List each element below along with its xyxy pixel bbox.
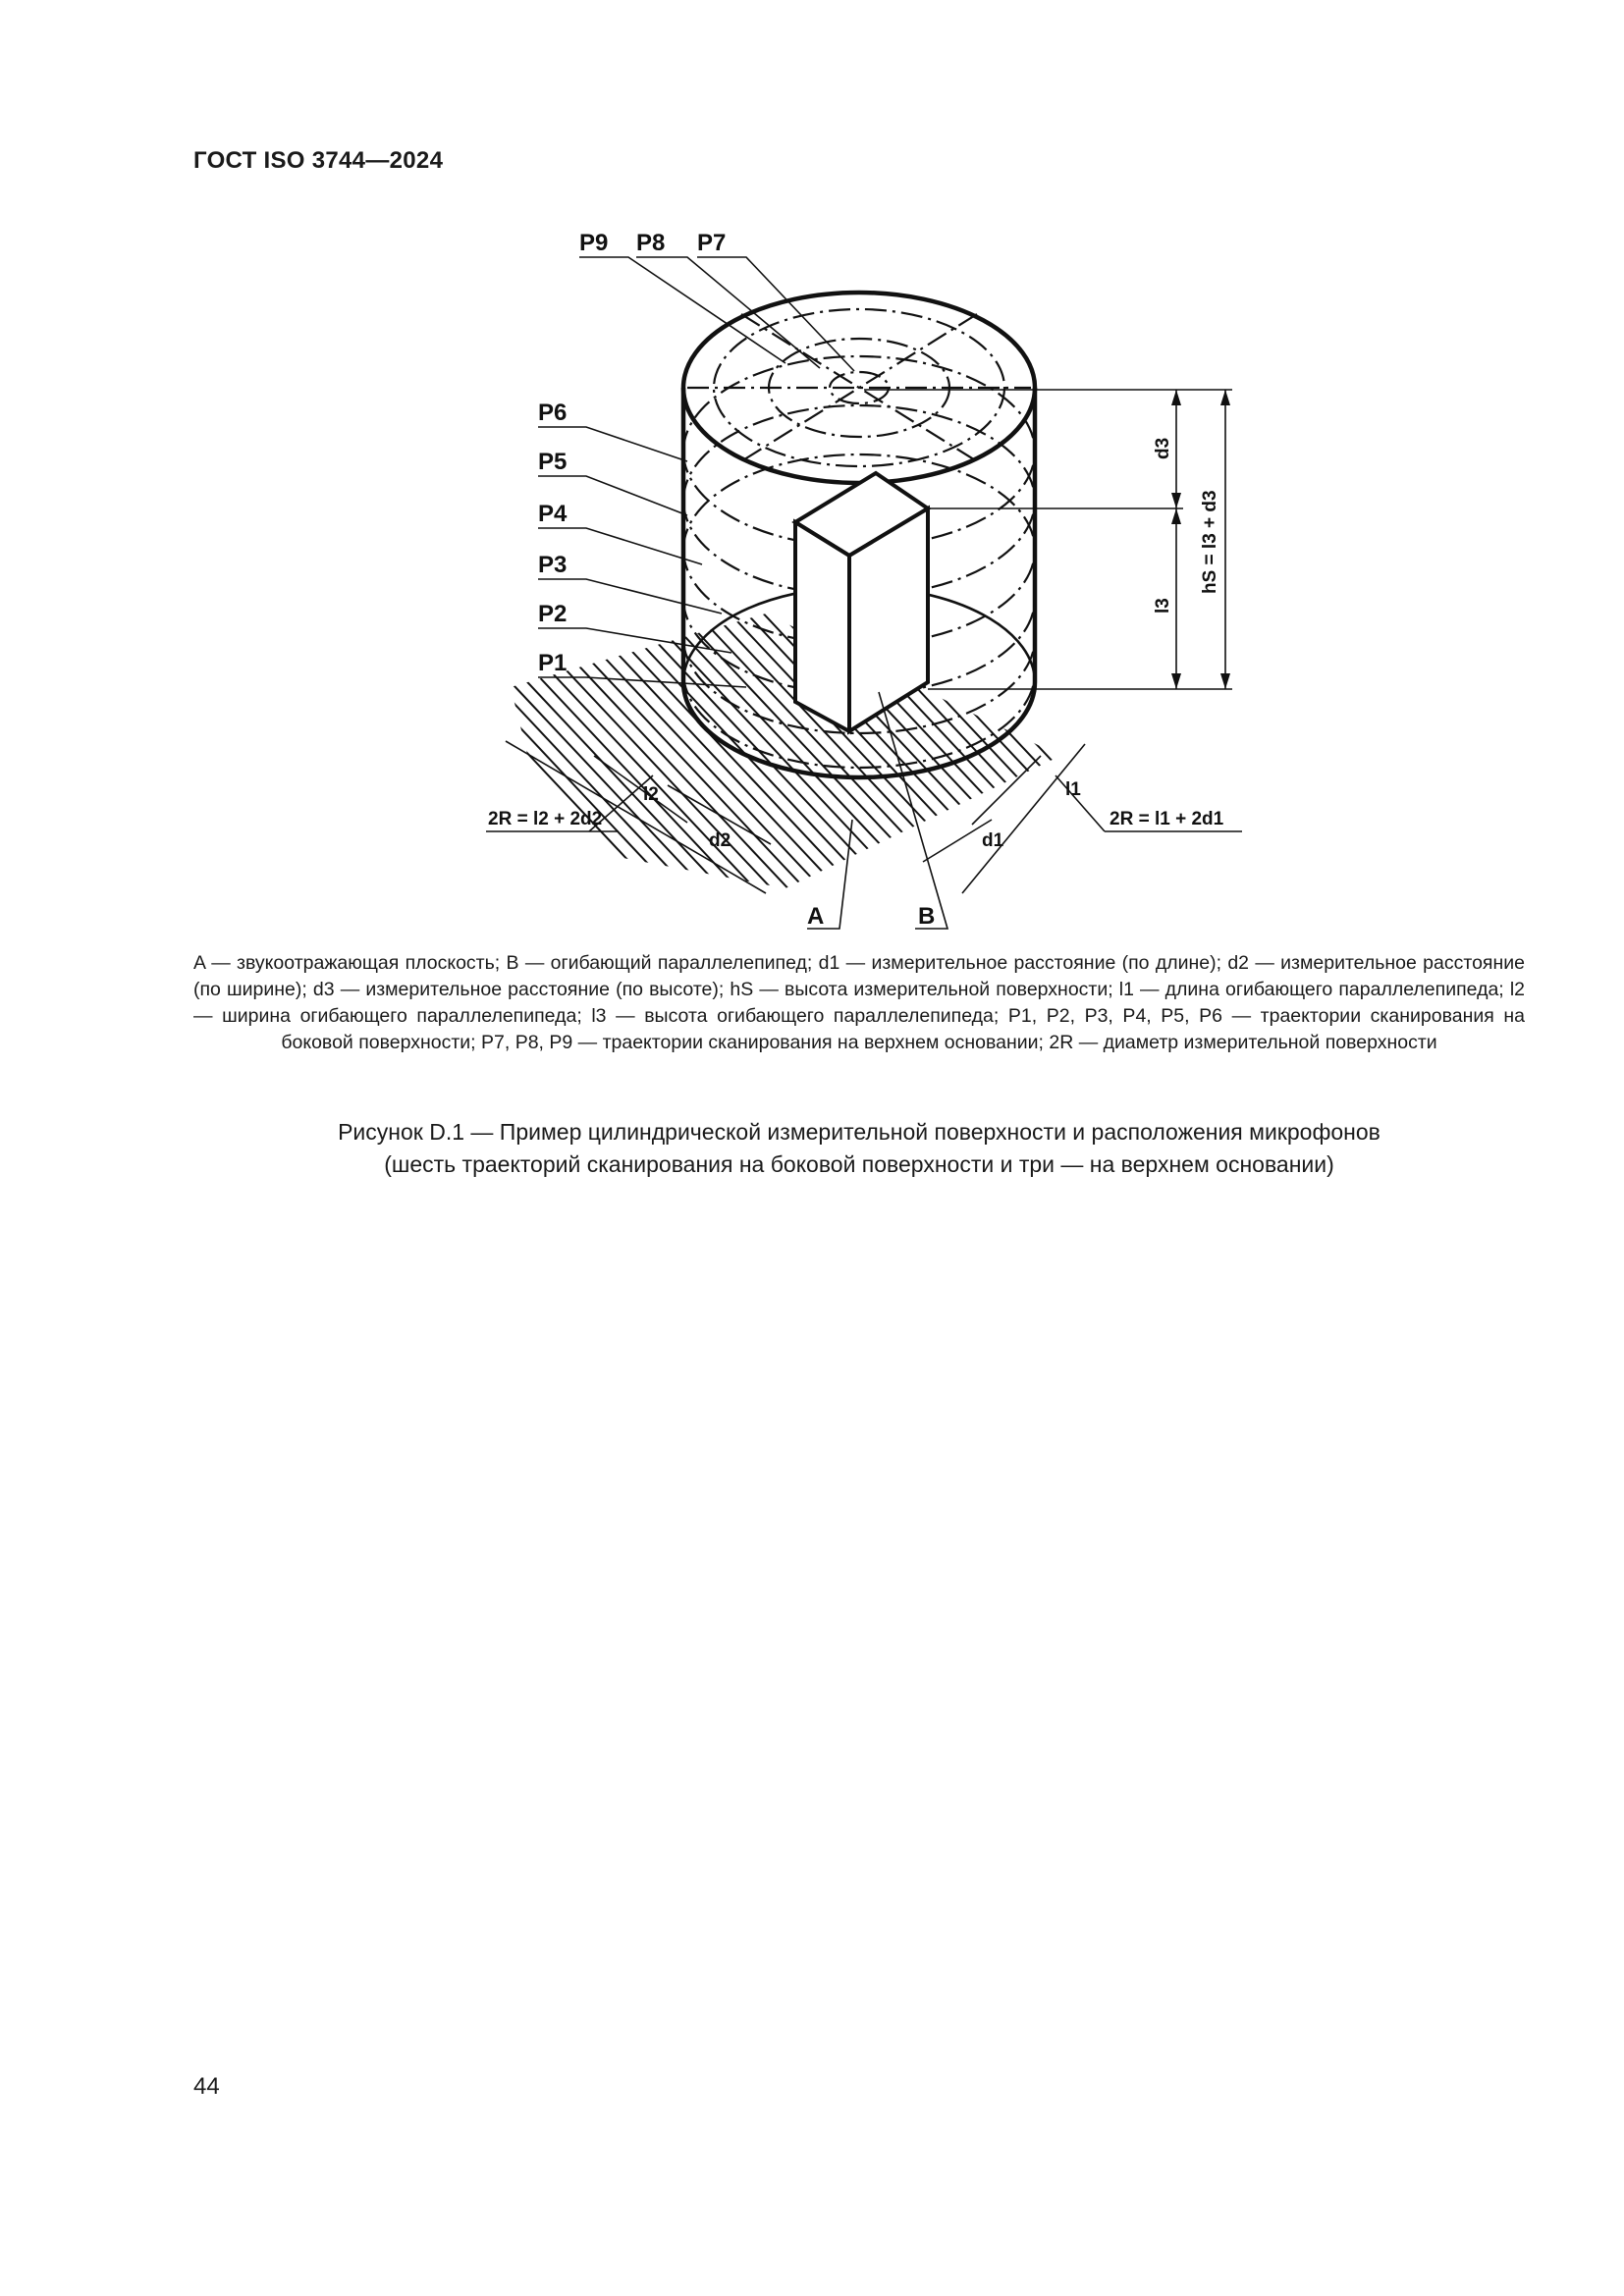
reference-box xyxy=(795,473,928,731)
hatch-line xyxy=(1141,589,1267,913)
hatch-line xyxy=(473,589,778,913)
hatch-line xyxy=(907,589,1212,913)
figure-caption xyxy=(193,1116,1525,1181)
dim-d1-label: d1 xyxy=(982,830,1004,851)
hatch-line xyxy=(1108,589,1267,913)
hatch-line xyxy=(1024,589,1267,913)
hatch-line xyxy=(974,589,1267,913)
hatch-line xyxy=(1174,589,1267,913)
hatch-line xyxy=(891,589,1195,913)
dim-d2-label: d2 xyxy=(709,830,731,851)
dim-d3-label: d3 xyxy=(1153,437,1173,459)
caption-line-2: (шесть траекторий сканирования на боковой поверхности и три — на верхнем основании) xyxy=(384,1151,1334,1177)
label-p2: P2 xyxy=(538,601,568,627)
hatch-line xyxy=(507,589,811,913)
label-p1: P1 xyxy=(538,650,568,676)
label-b: B xyxy=(918,903,936,930)
hatch-line xyxy=(1057,589,1267,913)
hatch-line xyxy=(1074,589,1267,913)
hatch-line xyxy=(1007,589,1267,913)
caption-line-1: Рисунок D.1 — Пример цилиндрической измерительной поверхности и расположения микрофонов xyxy=(338,1119,1380,1145)
hatch-line xyxy=(523,589,828,913)
label-p5: P5 xyxy=(538,449,568,475)
label-p9: P9 xyxy=(579,230,609,256)
label-a: A xyxy=(807,903,825,930)
hatch-line xyxy=(957,589,1262,913)
hatch-line xyxy=(432,589,694,913)
hatch-line xyxy=(1091,589,1267,913)
hatch-line xyxy=(432,589,711,913)
page-number: 44 xyxy=(193,2073,220,2100)
hatch-line xyxy=(924,589,1228,913)
figure-legend: A — звукоотражающая плоскость; B — огибающий параллелепипед; d1 — измерительное расстояние (по длине); d2 — измерительное расстояние (по ширине); d3 — измерительное расстояние (по высоте); hS — высота измерительной поверхности; l1 — длина огибающего параллелепипеда; l2 — ширина огибающего параллелепипеда; l3 — высота огибающего параллелепипеда; P1, P2, P3, P4, P5, P6 — траектории сканирования на боковой поверхности; P7, P8, P9 — траектории сканирования на верхнем основании; 2R — диаметр измерительной поверхности xyxy=(193,952,1525,1053)
label-p6: P6 xyxy=(538,400,568,426)
label-p7: P7 xyxy=(697,230,727,256)
hatch-line xyxy=(1124,589,1267,913)
document-header: ГОСТ ISO 3744—2024 xyxy=(193,147,444,174)
dim-l2-label: l2 xyxy=(643,784,659,805)
label-p3: P3 xyxy=(538,552,568,578)
label-p8: P8 xyxy=(636,230,666,256)
dim-2r-left-label: 2R = l2 + 2d2 xyxy=(488,809,603,829)
label-p4: P4 xyxy=(538,501,568,527)
dim-hs-label: hS = l3 + d3 xyxy=(1200,490,1220,594)
hatch-line xyxy=(1041,589,1267,913)
dim-l3-label: l3 xyxy=(1153,598,1173,614)
dim-l1-label: l1 xyxy=(1065,779,1081,800)
dim-2r-right-label: 2R = l1 + 2d1 xyxy=(1110,809,1224,829)
hatch-line xyxy=(1158,589,1267,913)
cylinder-measurement-figure xyxy=(432,221,1267,947)
